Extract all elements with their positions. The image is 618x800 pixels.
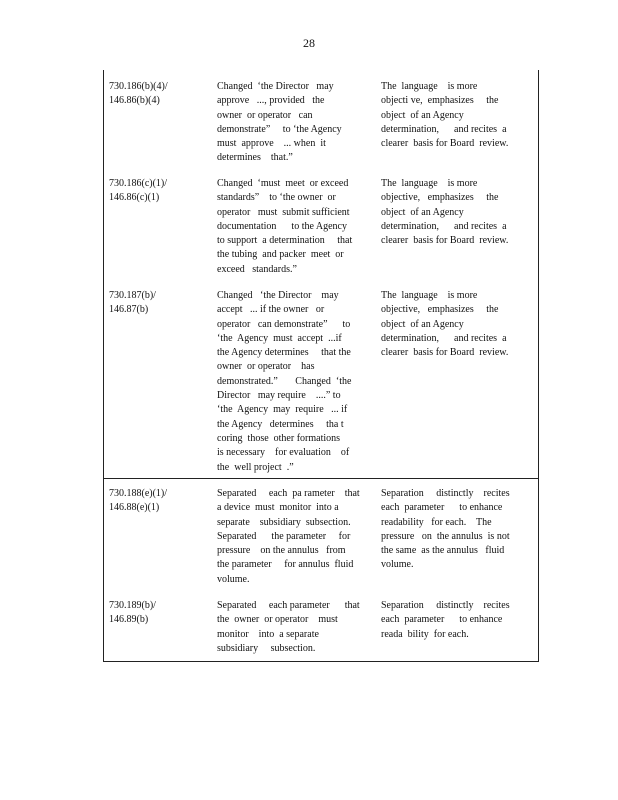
- change-cell: Separated each parameter that the owner or operator must monitor into a separate subsidiary subsection.: [217, 600, 360, 654]
- table-upper: [103, 70, 539, 479]
- rationale-cell: The language is more objective, emphasizes the object of an Agency determination, and recites a clearer basis for Board review.: [381, 290, 509, 359]
- section-cell: 730.188(e)(1)/ 146.88(e)(1): [109, 488, 168, 514]
- change-cell: Changed ‘the Director may approve ..., provided the owner or operator can demonstrate” to ‘the Agency must approve ... when it determines that.”: [217, 81, 342, 164]
- rationale-cell: Separation distinctly recites each parameter to enhance reada bility for each.: [381, 600, 510, 640]
- rationale-cell: The language is more objecti ve, emphasizes the object of an Agency determination, and recites a clearer basis for Board review.: [381, 81, 509, 150]
- change-cell: Changed ‘must meet or exceed standards” to ‘the owner or operator must submit sufficient documentation to the Agency to support a determination that the tubing and packer meet or exceed standards.”: [217, 178, 353, 275]
- page-number: 28: [303, 36, 315, 50]
- rationale-cell: Separation distinctly recites each parameter to enhance readability for each. The pressure on the annulus is not the same as the annulus fluid volume.: [381, 488, 510, 571]
- table-lower: [103, 479, 539, 662]
- section-cell: 730.186(c)(1)/ 146.86(c)(1): [109, 178, 168, 204]
- section-cell: 730.187(b)/ 146.87(b): [109, 290, 156, 316]
- change-cell: Changed ‘the Director may accept ... if the owner or operator can demonstrate” to ‘the Agency must accept ...if the Agency determines that the owner or operator has demonstrated.” Changed ‘the Director may require ....” to ‘the Agency may require ... if the Agency determines tha t coring those other formations is necessary for evaluation of the well project .”: [217, 290, 352, 473]
- change-cell: Separated each pa rameter that a device must monitor into a separate subsidiary subsection. Separated the parameter for pressure on the annulus from the parameter for annulus fluid volume.: [217, 488, 360, 585]
- section-cell: 730.189(b)/ 146.89(b): [109, 600, 156, 626]
- rationale-cell: The language is more objective, emphasizes the object of an Agency determination, and recites a clearer basis for Board review.: [381, 178, 509, 247]
- section-cell: 730.186(b)(4)/ 146.86(b)(4): [109, 81, 168, 107]
